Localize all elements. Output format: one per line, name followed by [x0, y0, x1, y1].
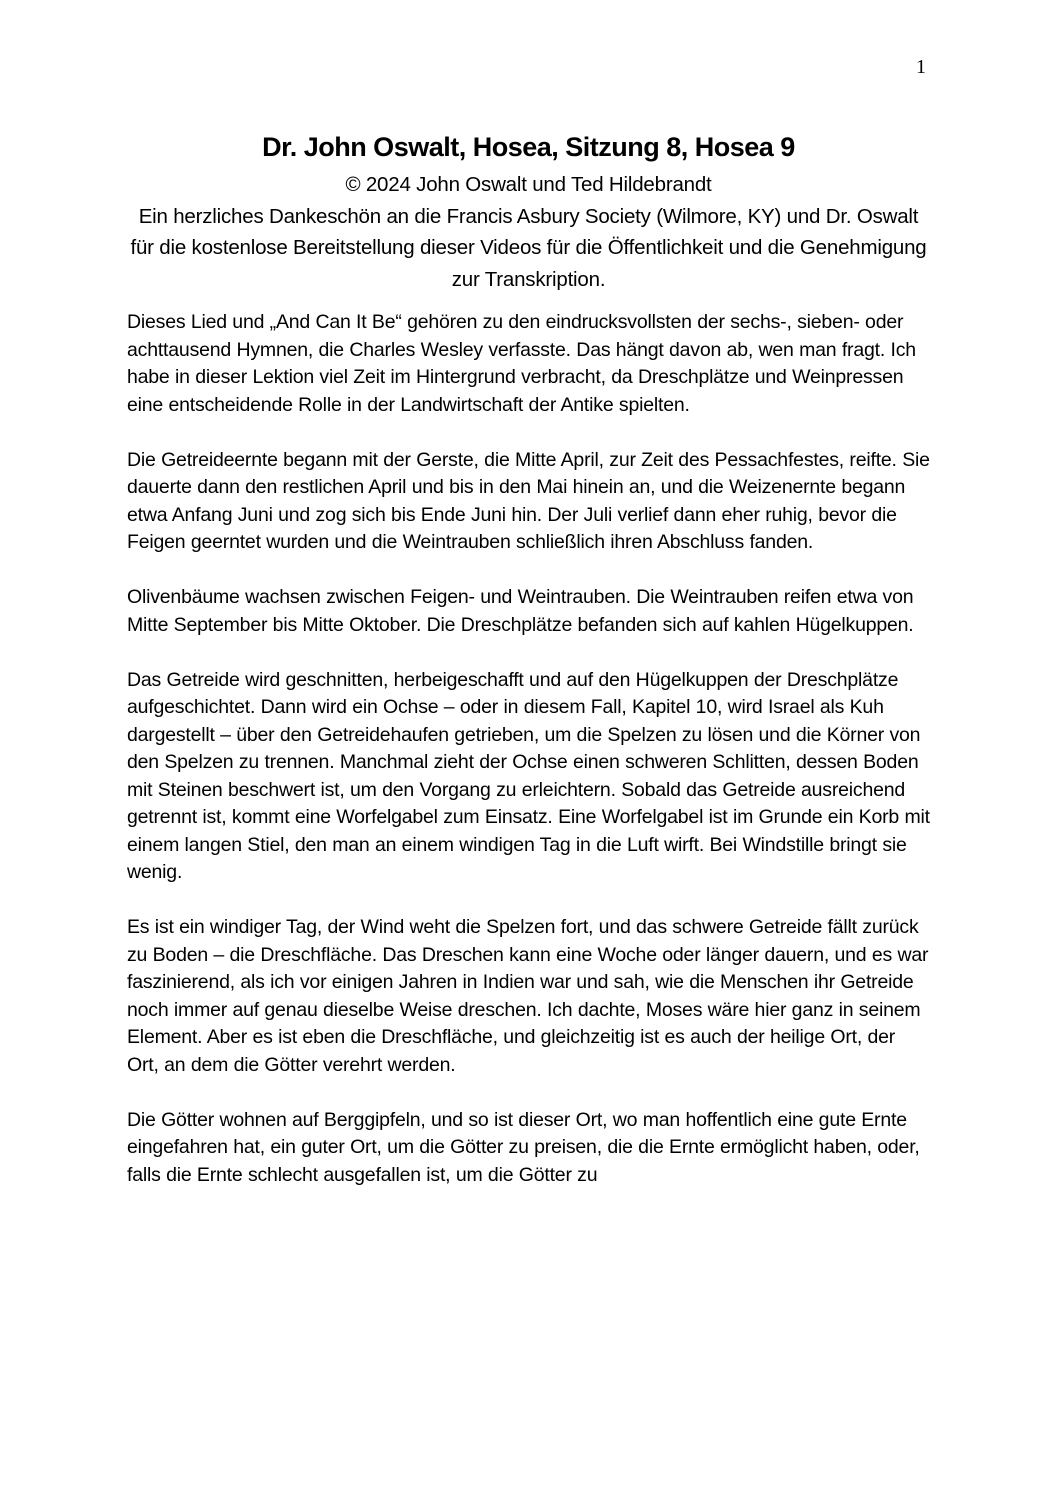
acknowledgement-text: Ein herzliches Dankeschön an die Francis Asbury Society (Wilmore, KY) und Dr. Oswalt für die kostenlose Bereitstellung dieser Videos für die Öffentlichkeit und die Genehmigung zur Transkription.: [130, 204, 927, 291]
document-body: [127, 309, 930, 1189]
paragraph-2: Die Getreideernte begann mit der Gerste, die Mitte April, zur Zeit des Pessachfestes, reifte. Sie dauerte dann den restlichen April und bis in den Mai hinein an, und die Weizenernte begann etwa Anfang Juni und zog sich bis Ende Juni hin. Der Juli verlief dann eher ruhig, bevor die Feigen geerntet wurden und die Weintrauben schließlich ihren Abschluss fanden.: [127, 448, 930, 553]
page-number: 1: [916, 56, 926, 78]
copyright-line: © 2024 John Oswalt und Ted Hildebrandt: [345, 173, 712, 196]
subtitle-block: [127, 169, 930, 295]
paragraph-3: Olivenbäume wachsen zwischen Feigen- und Weintrauben. Die Weintrauben reifen etwa von Mitte September bis Mitte Oktober. Die Dreschplätze befanden sich auf kahlen Hügelkuppen.: [127, 586, 914, 636]
paragraph-1: Dieses Lied und „And Can It Be“ gehören zu den eindrucksvollsten der sechs-, sieben- oder achttausend Hymnen, die Charles Wesley verfasste. Das hängt davon ab, wen man fragt. Ich habe in dieser Lektion viel Zeit im Hintergrund verbracht, da Dreschplätze und Weinpressen eine entscheidende Rolle in der Landwirtschaft der Antike spielten.: [127, 311, 916, 416]
paragraph-5: Es ist ein windiger Tag, der Wind weht die Spelzen fort, und das schwere Getreide fällt zurück zu Boden – die Dreschfläche. Das Dreschen kann eine Woche oder länger dauern, und es war faszinierend, als ich vor einigen Jahren in Indien war und sah, wie die Menschen ihr Getreide noch immer auf genau dieselbe Weise dreschen. Ich dachte, Moses wäre hier ganz in seinem Element. Aber es ist eben die Dreschfläche, und gleichzeitig ist es auch der heilige Ort, der Ort, an dem die Götter verehrt werden.: [127, 916, 929, 1076]
paragraph-6: Die Götter wohnen auf Berggipfeln, und so ist dieser Ort, wo man hoffentlich eine gute Ernte eingefahren hat, ein guter Ort, um die Götter zu preisen, die die Ernte ermöglicht haben, oder, falls die Ernte schlecht ausgefallen ist, um die Götter zu: [127, 1108, 920, 1186]
page-title: Dr. John Oswalt, Hosea, Sitzung 8, Hosea 9: [262, 132, 795, 162]
paragraph-4: Das Getreide wird geschnitten, herbeigeschafft und auf den Hügelkuppen der Dreschplätze aufgeschichtet. Dann wird ein Ochse – oder in diesem Fall, Kapitel 10, wird Israel als Kuh dargestellt – über den Getreidehaufen getrieben, um die Spelzen zu lösen und die Körner von den Spelzen zu trennen. Manchmal zieht der Ochse einen schweren Schlitten, dessen Boden mit Steinen beschwert ist, um den Vorgang zu erleichtern. Sobald das Getreide ausreichend getrennt ist, kommt eine Worfelgabel zum Einsatz. Eine Worfelgabel ist im Grunde ein Korb mit einem langen Stiel, den man an einem windigen Tag in die Luft wirft. Bei Windstille bringt sie wenig.: [127, 668, 930, 883]
